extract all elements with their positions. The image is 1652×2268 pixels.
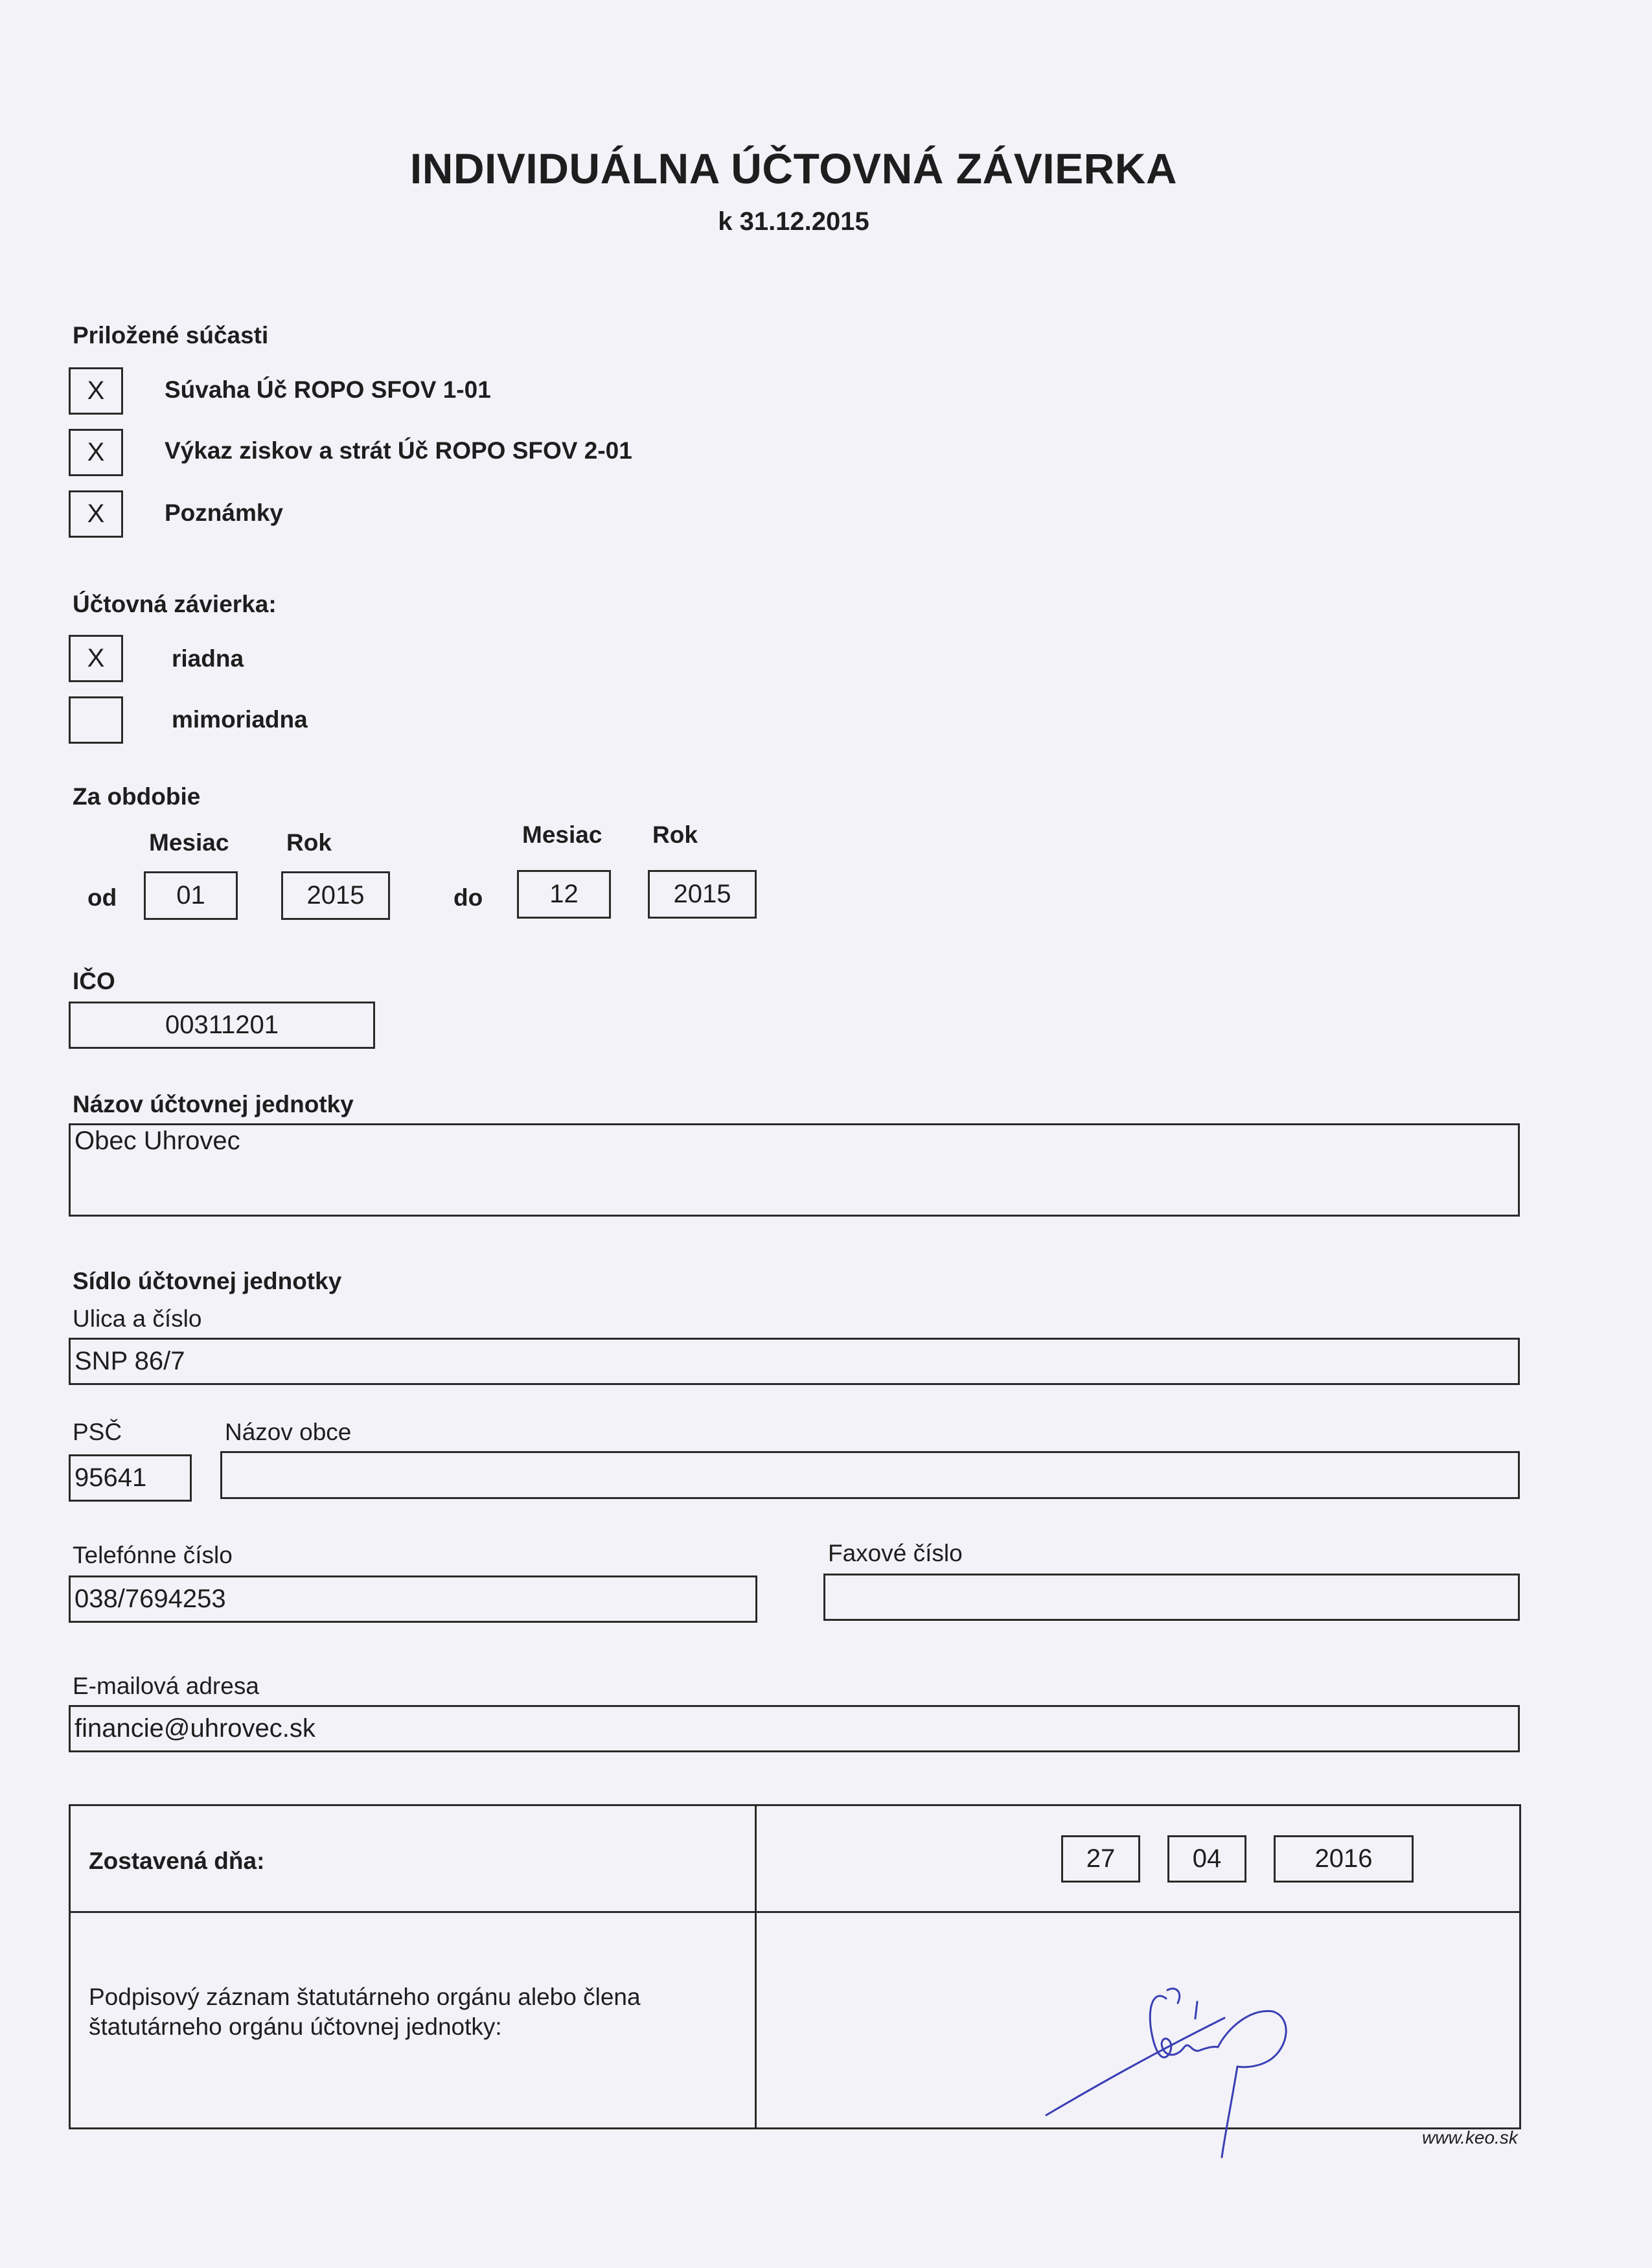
closing-heading: Účtovná závierka: xyxy=(73,591,277,617)
compiled-day-field[interactable]: 27 xyxy=(1061,1835,1140,1883)
compiled-year-field[interactable]: 2016 xyxy=(1274,1835,1414,1883)
period-from-month-label: Mesiac xyxy=(149,829,229,856)
fax-label: Faxové číslo xyxy=(828,1540,963,1566)
period-from-label: od xyxy=(87,884,117,911)
table-row-divider xyxy=(69,1911,1521,1913)
period-to-month-field[interactable]: 12 xyxy=(517,870,611,919)
period-to-month-label: Mesiac xyxy=(522,821,602,848)
footer-url: www.keo.sk xyxy=(1422,2127,1518,2148)
entity-name-label: Názov účtovnej jednotky xyxy=(73,1091,354,1117)
closing-label-regular: riadna xyxy=(172,645,244,672)
email-label: E-mailová adresa xyxy=(73,1673,259,1699)
street-field[interactable]: SNP 86/7 xyxy=(69,1338,1520,1385)
closing-checkbox-regular[interactable]: X xyxy=(69,635,123,682)
fax-field[interactable] xyxy=(823,1574,1520,1621)
street-label: Ulica a číslo xyxy=(73,1305,202,1332)
attachment-label-balance: Súvaha Úč ROPO SFOV 1-01 xyxy=(165,376,491,403)
attachments-heading: Priložené súčasti xyxy=(73,322,269,349)
attachment-label-notes: Poznámky xyxy=(165,499,284,526)
period-from-month-field[interactable]: 01 xyxy=(144,871,238,920)
closing-checkbox-extraordinary[interactable] xyxy=(69,696,123,744)
period-to-year-field[interactable]: 2015 xyxy=(648,870,757,919)
period-from-year-label: Rok xyxy=(286,829,332,856)
phone-field[interactable]: 038/7694253 xyxy=(69,1575,757,1623)
city-field[interactable] xyxy=(220,1451,1520,1499)
ico-label: IČO xyxy=(73,968,115,994)
ico-field[interactable]: 00311201 xyxy=(69,1002,375,1049)
psc-field[interactable]: 95641 xyxy=(69,1454,192,1502)
signature-label-line1: Podpisový záznam štatutárneho orgánu alebo člena xyxy=(89,1984,641,2010)
address-heading: Sídlo účtovnej jednotky xyxy=(73,1268,342,1294)
attachment-checkbox-balance[interactable]: X xyxy=(69,367,123,415)
compiled-label: Zostavená dňa: xyxy=(89,1848,265,1874)
psc-label: PSČ xyxy=(73,1419,122,1445)
phone-label: Telefónne číslo xyxy=(73,1542,233,1568)
period-from-year-field[interactable]: 2015 xyxy=(281,871,390,920)
table-column-divider xyxy=(755,1804,757,2129)
period-to-year-label: Rok xyxy=(652,821,698,848)
period-to-label: do xyxy=(453,884,483,911)
signature-label-line2: štatutárneho orgánu účtovnej jednotky: xyxy=(89,2013,502,2040)
email-field[interactable]: financie@uhrovec.sk xyxy=(69,1705,1520,1752)
document-date: k 31.12.2015 xyxy=(718,207,869,236)
city-label: Názov obce xyxy=(225,1419,352,1445)
attachment-checkbox-notes[interactable]: X xyxy=(69,490,123,538)
attachment-checkbox-income[interactable]: X xyxy=(69,429,123,476)
entity-name-field[interactable]: Obec Uhrovec xyxy=(69,1123,1520,1217)
attachment-label-income: Výkaz ziskov a strát Úč ROPO SFOV 2-01 xyxy=(165,437,632,464)
closing-label-extraordinary: mimoriadna xyxy=(172,706,308,733)
document-title: INDIVIDUÁLNA ÚČTOVNÁ ZÁVIERKA xyxy=(409,144,1178,192)
period-heading: Za obdobie xyxy=(73,783,201,810)
handwritten-signature xyxy=(1030,1956,1328,2170)
compiled-month-field[interactable]: 04 xyxy=(1167,1835,1246,1883)
